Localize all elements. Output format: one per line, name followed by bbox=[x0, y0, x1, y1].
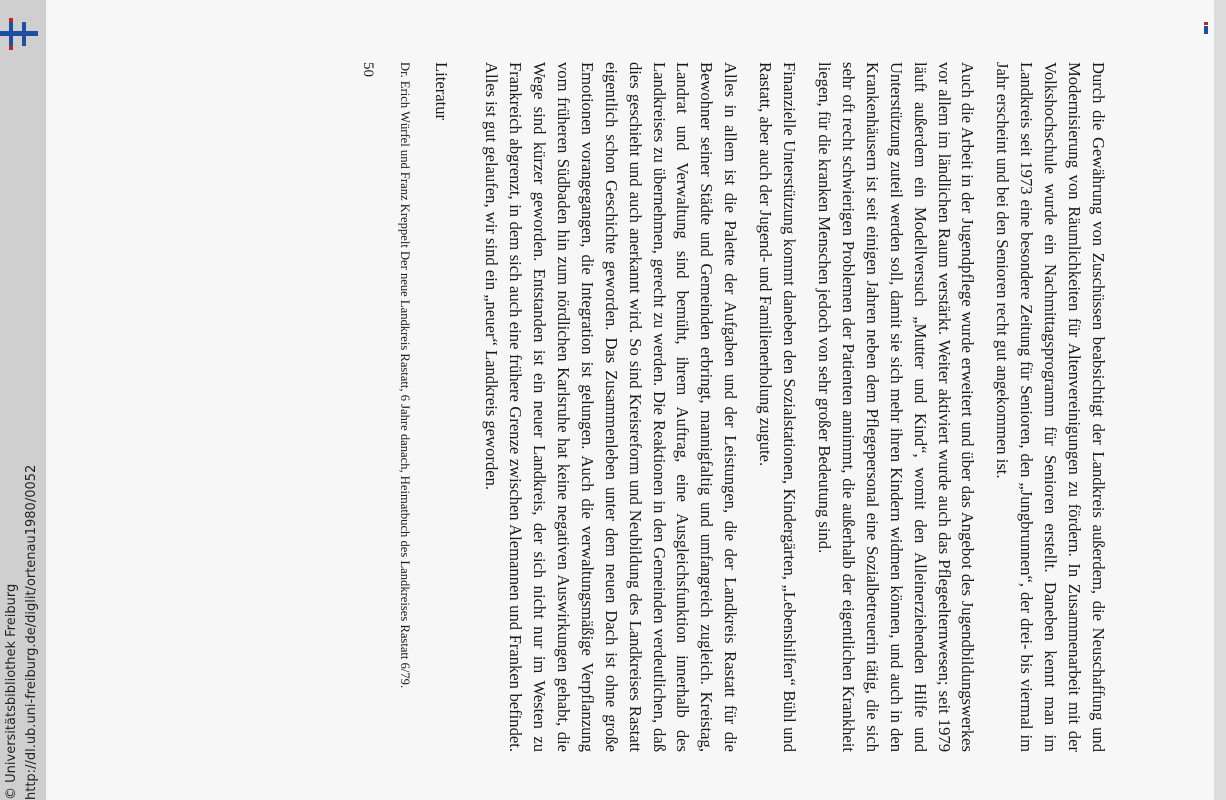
source-url[interactable]: http://dl.ub.uni-freiburg.de/diglit/ortenau1980/0052 bbox=[24, 464, 39, 800]
page-number: 50 bbox=[360, 62, 377, 77]
page-marker-icon bbox=[1202, 22, 1212, 36]
literature-heading: Literatur bbox=[432, 62, 452, 121]
left-sidebar bbox=[0, 0, 46, 800]
page-text bbox=[110, 62, 1110, 752]
paragraph-jugendpflege: Auch die Arbeit in der Jugendpflege wurde erweitert und über das Angebot des Jugendbildungswerkes vor allem im ländlichen Raum verstärkt. Weiter aktiviert wurde auch das Pflegeelternwesen; seit 1979 läuft außerdem ein Modellversuch „Mutter und Kind“, womit den Alleinerziehenden Hilfe und Unterstützung zuteil werden soll, damit sie sich mehr ihren Kindern widmen können, und auch in den Krankenhäusern ist seit einigen Jahren neben dem Pflegepersonal eine Sozialbetreuerin tätig, die sich sehr oft recht schwierigen Problemen der Patienten annimmt, die außerhalb der eigentlichen Krankheit liegen, für die kranken Menschen jedoch von sehr großer Bedeutung sind. bbox=[815, 62, 978, 752]
library-logo-icon bbox=[0, 18, 40, 52]
paragraph-finanzielle-unterstuetzung: Finanzielle Unterstützung kommt daneben den Sozialstationen, Kindergärten, „Lebenshilfen“ Bühl und Rastatt, aber auch der Jugend- und Familienerholung zugute. bbox=[756, 62, 800, 752]
literature-reference: Dr. Erich Würfel und Franz Kreppelt Der neue Landkreis Rastatt, 6 Jahre danach, Heimatbuch des Landkreises Rastatt 6/79. bbox=[398, 62, 413, 689]
right-border bbox=[1214, 0, 1226, 800]
paragraph-senioren: Durch die Gewährung von Zuschüssen beabsichtigt der Landkreis außerdem, die Neuschaffung und Modernisierung von Räumlichkeiten für Altenvereinigungen zu fördern. In Zusammenarbeit mit der Volkshochschule wurde ein Nachmittagsprogramm für Senioren erstellt. Daneben kennt man im Landkreis seit 1973 eine besondere Zeitung für Senioren, den „Jungbrunnen“, der drei- bis viermal im Jahr erscheint und bei den Senioren recht gut angekommen ist. bbox=[993, 62, 1108, 752]
paragraph-fazit: Alles in allem ist die Palette der Aufgaben und der Leistungen, die der Landkreis Rastatt für die Bewohner seiner Städte und Gemeinden erbringt, mannigfaltig und umfangreich zugleich. Kreistag, Landrat und Verwaltung sind bemüht, ihrem Auftrag, eine Ausgleichsfunktion innerhalb des Landkreises zu übernehmen, gerecht zu werden. Die Reaktionen in den Gemeinden verdeutlichen, daß dies geschieht und auch anerkannt wird. So sind Kreisreform und Neubildung des Landkreises Rastatt eigentlich schon Geschichte geworden. Das Zusammenleben unter dem neuen Dach ist ohne große Emotionen vorangegangen, die Integration ist gelungen. Auch die verwaltungsmäßige Verpflanzung vom früheren Südbaden hin zum nördlichen Karlsruhe hat keine negativen Auswirkungen gehabt, die Wege sind kürzer geworden. Entstanden ist ein neuer Landkreis, der sich nicht nur im Westen zu Frankreich abgrenzt, in dem sich auch eine frühere Grenze zwischen Alemannen und Franken befindet. Alles ist gut gelaufen, wir sind ein „neuer“ Landkreis geworden. bbox=[482, 62, 741, 752]
copyright-notice: © Universitätsbibliothek Freiburg bbox=[4, 583, 19, 800]
